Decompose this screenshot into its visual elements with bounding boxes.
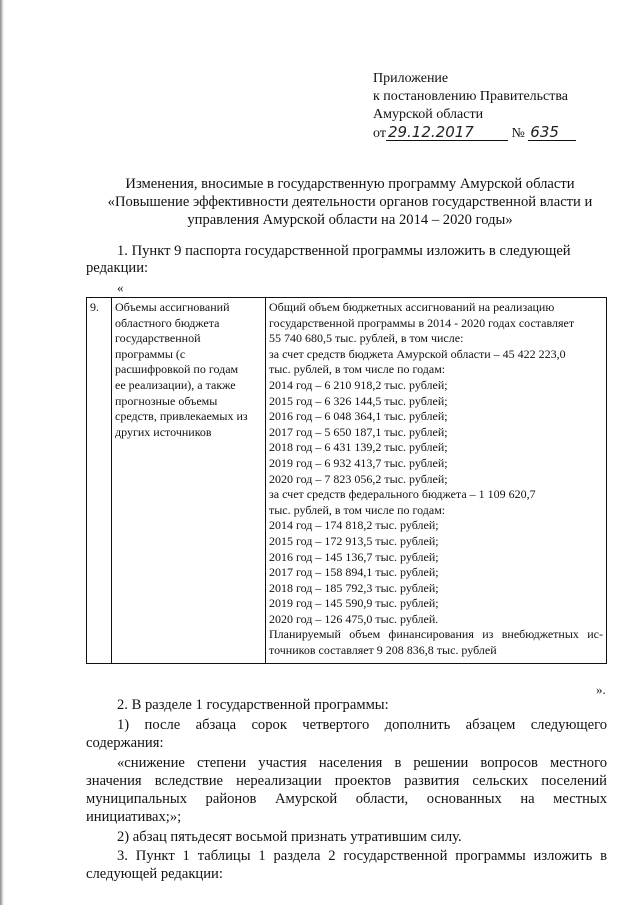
content-line: Общий объем бюджетных ассигнований на реализацию <box>269 300 555 314</box>
document-title <box>70 175 630 229</box>
content-line: 2020 год – 126 475,0 тыс. рублей. <box>269 611 439 626</box>
item-2-sub-2: 2) абзац пятьдесят восьмой признать утратившим силу. <box>117 829 462 845</box>
handwritten-number: 635 <box>528 124 576 141</box>
content-line: 2020 год – 7 823 056,2 тыс. рублей; <box>269 471 448 486</box>
item-2-quote-line-4: инициативах;»; <box>86 809 182 825</box>
item-3-line-1: 3. Пункт 1 таблицы 1 раздела 2 государственной программы изложить в <box>117 848 607 864</box>
number-prefix: № <box>511 126 525 141</box>
item-2-quote-line-1: «снижение степени участия населения в решении вопросов местного <box>117 755 607 771</box>
appendix-date-number-line <box>373 124 623 143</box>
content-line: 2017 год – 158 894,1 тыс. рублей; <box>269 565 439 580</box>
appendix-line-3: Амурской области <box>373 107 484 122</box>
content-line: тыс. рублей, в том числе по годам: <box>269 502 446 517</box>
item-2-sub-1-line-2: содержания: <box>86 735 164 751</box>
row-content-cell <box>266 298 607 664</box>
title-line-1: Изменения, вносимые в государственную программу Амурской области <box>125 176 575 192</box>
row-number-cell: 9. <box>87 298 112 664</box>
content-line: 2015 год – 172 913,5 тыс. рублей; <box>269 533 439 548</box>
name-line: областного бюджета <box>115 315 220 330</box>
title-line-2: «Повышение эффективности деятельности органов государственной власти и <box>107 194 593 210</box>
content-line: точников составляет 9 208 836,8 тыс. рублей <box>269 643 497 658</box>
content-line: 2019 год – 6 932 413,7 тыс. рублей; <box>269 455 448 470</box>
content-line: 2018 год – 6 431 139,2 тыс. рублей; <box>269 440 448 455</box>
name-line: программы (с <box>115 346 186 361</box>
appendix-header <box>373 70 623 143</box>
scan-edge-shadow <box>0 0 4 905</box>
name-line: ее реализации), а также <box>115 377 236 392</box>
table-row <box>87 298 607 664</box>
appendix-line-2: к постановлению Правительства <box>373 89 569 104</box>
item-2-quote-line-2: значения вследствие нереализации проектов развития сельских поселений <box>86 773 607 789</box>
content-line: государственной программы в 2014 - 2020 годах составляет <box>269 315 575 330</box>
title-line-3: управления Амурской области на 2014 – 2020 годы» <box>187 212 513 228</box>
quote-close-mark: ». <box>596 682 606 697</box>
row-name-cell <box>112 298 266 664</box>
passport-table <box>86 297 607 664</box>
content-line: 2014 год – 6 210 918,2 тыс. рублей; <box>269 377 448 392</box>
name-line: средств, привлекаемых из <box>115 409 248 424</box>
content-line: Планируемый объем финансирования из внебюджетных ис- <box>269 627 603 642</box>
item-2-quote-line-3: муниципальных районов Амурской области, основанных на местных <box>86 791 607 807</box>
content-line: 55 740 680,5 тыс. рублей, в том числе: <box>269 331 464 346</box>
name-line: прогнозные объемы <box>115 393 218 408</box>
handwritten-date: 29.12.2017 <box>386 124 508 141</box>
name-line: Объемы ассигнований <box>115 300 230 314</box>
content-line: тыс. рублей, в том числе по годам: <box>269 362 446 377</box>
content-line: 2016 год – 6 048 364,1 тыс. рублей; <box>269 409 448 424</box>
content-line: 2015 год – 6 326 144,5 тыс. рублей; <box>269 393 448 408</box>
appendix-line-1: Приложение <box>373 71 449 86</box>
name-line: государственной <box>115 331 201 346</box>
date-prefix: от <box>373 126 386 141</box>
name-line: расшифровкой по годам <box>115 362 239 377</box>
content-line: 2016 год – 145 136,7 тыс. рублей; <box>269 549 439 564</box>
item-3-line-2: следующей редакции: <box>86 866 223 882</box>
item-2-heading: 2. В разделе 1 государственной программы: <box>117 697 389 713</box>
name-line: других источников <box>115 424 212 439</box>
content-line: 2019 год – 145 590,9 тыс. рублей; <box>269 596 439 611</box>
content-line: 2017 год – 5 650 187,1 тыс. рублей; <box>269 424 448 439</box>
item-2-sub-1-line-1: 1) после абзаца сорок четвертого дополнить абзацем следующего <box>117 717 607 733</box>
item-1-line-1: 1. Пункт 9 паспорта государственной программы изложить в следующей <box>117 243 571 259</box>
content-line: за счет средств бюджета Амурской области – 45 422 223,0 <box>269 346 566 361</box>
content-line: за счет средств федерального бюджета – 1 109 620,7 <box>269 487 536 502</box>
item-1-line-2: редакции: <box>86 260 149 276</box>
content-line: 2014 год – 174 818,2 тыс. рублей; <box>269 518 439 533</box>
quote-open-mark: « <box>117 280 124 295</box>
content-line: 2018 год – 185 792,3 тыс. рублей; <box>269 580 439 595</box>
